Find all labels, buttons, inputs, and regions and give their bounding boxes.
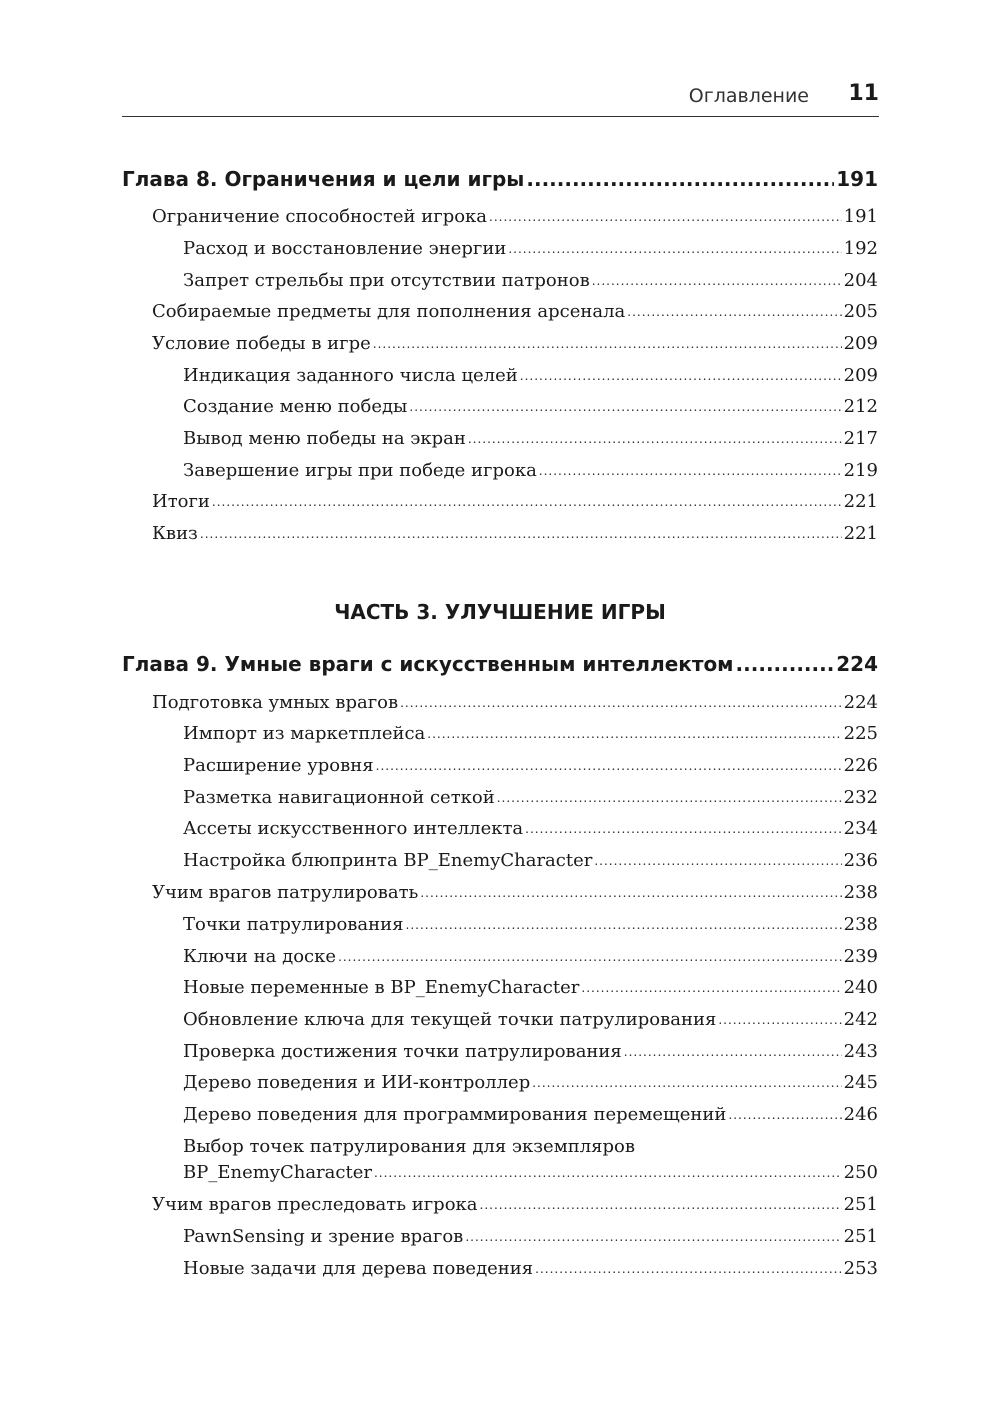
dot-leader: [539, 464, 842, 478]
entry-title: PawnSensing и зрение врагов: [183, 1226, 464, 1247]
entry-title: Ключи на доске: [183, 946, 337, 967]
part-heading: ЧАСТЬ 3. УЛУЧШЕНИЕ ИГРЫ: [334, 600, 666, 624]
entry-page: 225: [843, 723, 878, 744]
entry-page: 243: [843, 1041, 878, 1062]
entry-page: 238: [843, 914, 878, 935]
toc-entry: [152, 523, 878, 544]
entry-title-line2: BP_EnemyCharacter: [183, 1162, 372, 1183]
dot-leader: [525, 822, 841, 836]
dot-leader: [400, 696, 842, 710]
toc-entry: [152, 882, 878, 903]
entry-page: 191: [843, 206, 878, 227]
toc-entry: [152, 333, 878, 354]
dot-leader: [508, 242, 841, 256]
dot-leader: [594, 854, 841, 868]
dot-leader: [480, 1198, 842, 1212]
entry-page: 217: [843, 428, 878, 449]
entry-title-line1: Выбор точек патрулирования для экземпляров: [183, 1136, 635, 1157]
entry-title: Запрет стрельбы при отсутствии патронов: [183, 270, 590, 291]
toc-entry: [183, 1104, 878, 1125]
toc-entry: [152, 692, 878, 713]
toc-entry: [183, 850, 878, 871]
entry-page: 212: [843, 396, 878, 417]
entry-page: 236: [843, 850, 878, 871]
dot-leader: [406, 918, 842, 932]
toc-entry: [183, 787, 878, 808]
dot-leader: [409, 400, 841, 414]
chapter-8-heading: [122, 167, 878, 191]
toc-entry: [152, 491, 878, 512]
toc-entry: [152, 301, 878, 322]
toc-entry: [183, 238, 878, 259]
toc-entry: [183, 1009, 878, 1030]
dot-leader: [374, 1166, 842, 1180]
entry-page: 204: [843, 270, 878, 291]
dot-leader: [728, 1108, 841, 1122]
toc-entry: [183, 1041, 878, 1062]
dot-leader: [520, 369, 842, 383]
entry-title: Импорт из маркетплейса: [183, 723, 426, 744]
toc-entry: [183, 723, 878, 744]
toc-entry: [183, 914, 878, 935]
entry-title: Расширение уровня: [183, 755, 374, 776]
entry-page: 224: [843, 692, 878, 713]
entry-title: Подготовка умных врагов: [152, 692, 399, 713]
chapter-9-heading: [122, 652, 878, 676]
entry-title: Новые переменные в BP_EnemyCharacter: [183, 977, 580, 998]
page-number: 11: [848, 81, 879, 106]
entry-title: Собираемые предметы для пополнения арсенала: [152, 301, 626, 322]
toc-entry: [152, 206, 878, 227]
toc-entry: [183, 818, 878, 839]
entry-page: 226: [843, 755, 878, 776]
toc-entry: [183, 396, 878, 417]
entry-title: Проверка достижения точки патрулирования: [183, 1041, 622, 1062]
entry-page: 205: [843, 301, 878, 322]
dot-leader: [489, 210, 842, 224]
entry-page: 250: [843, 1162, 878, 1183]
toc-entry: [183, 1072, 878, 1093]
chapter-title: Глава 8. Ограничения и цели игры: [122, 167, 525, 191]
toc-entry: [183, 1226, 878, 1247]
entry-title: Новые задачи для дерева поведения: [183, 1258, 534, 1279]
toc-entry: [183, 460, 878, 481]
entry-page: 221: [843, 523, 878, 544]
dot-leader: [338, 950, 842, 964]
entry-page: 209: [843, 365, 878, 386]
chapter-page: 224: [836, 652, 878, 676]
dot-leader: [200, 527, 842, 541]
dot-leader: [592, 274, 842, 288]
dot-leader: [718, 1013, 841, 1027]
entry-page: 239: [843, 946, 878, 967]
entry-page: 242: [843, 1009, 878, 1030]
entry-title: Ассеты искусственного интеллекта: [183, 818, 524, 839]
dot-leader: [627, 305, 841, 319]
entry-page: 246: [843, 1104, 878, 1125]
entry-title: Дерево поведения и ИИ-контроллер: [183, 1072, 531, 1093]
dot-leader: [581, 981, 841, 995]
entry-title: Обновление ключа для текущей точки патрулирования: [183, 1009, 717, 1030]
entry-page: 234: [843, 818, 878, 839]
dot-leader: [373, 337, 842, 351]
entry-page: 232: [843, 787, 878, 808]
entry-page: 240: [843, 977, 878, 998]
entry-page: 251: [843, 1194, 878, 1215]
toc-entry: [183, 1258, 878, 1279]
dot-leader: [535, 1262, 841, 1276]
entry-page: 192: [843, 238, 878, 259]
entry-title: Настройка блюпринта BP_EnemyCharacter: [183, 850, 593, 871]
entry-title: Расход и восстановление энергии: [183, 238, 507, 259]
entry-title: Итоги: [152, 491, 210, 512]
chapter-page: 191: [836, 167, 878, 191]
toc-entry: [183, 755, 878, 776]
entry-title: Завершение игры при победе игрока: [183, 460, 537, 481]
toc-entry: [152, 1194, 878, 1215]
entry-title: Точки патрулирования: [183, 914, 404, 935]
dot-leader: [420, 886, 841, 900]
dot-leader: [497, 791, 842, 805]
entry-page: 221: [843, 491, 878, 512]
dot-leader: [532, 1076, 841, 1090]
dot-leader: [526, 167, 834, 191]
entry-title: Создание меню победы: [183, 396, 408, 417]
chapter-title: Глава 9. Умные враги с искусственным интеллектом: [122, 652, 734, 676]
toc-entry: [183, 365, 878, 386]
dot-leader: [212, 495, 842, 509]
entry-title: Индикация заданного числа целей: [183, 365, 518, 386]
toc-entry: [183, 1162, 878, 1183]
page-header: [122, 80, 879, 117]
entry-title: Учим врагов преследовать игрока: [152, 1194, 478, 1215]
entry-page: 209: [843, 333, 878, 354]
entry-title: Квиз: [152, 523, 198, 544]
dot-leader: [624, 1045, 842, 1059]
dot-leader: [465, 1230, 841, 1244]
toc-entry: [183, 977, 878, 998]
entry-title: Вывод меню победы на экран: [183, 428, 466, 449]
dot-leader: [427, 727, 841, 741]
entry-title: Ограничение способностей игрока: [152, 206, 488, 227]
dot-leader: [736, 652, 835, 676]
entry-title: Дерево поведения для программирования перемещений: [183, 1104, 727, 1125]
toc-entry: [183, 428, 878, 449]
entry-page: 219: [843, 460, 878, 481]
running-title: Оглавление: [688, 85, 809, 107]
entry-title: Условие победы в игре: [152, 333, 371, 354]
toc-entry: [183, 270, 878, 291]
entry-page: 251: [843, 1226, 878, 1247]
entry-page: 238: [843, 882, 878, 903]
entry-title: Учим врагов патрулировать: [152, 882, 419, 903]
entry-page: 245: [843, 1072, 878, 1093]
entry-page: 253: [843, 1258, 878, 1279]
entry-title: Разметка навигационной сеткой: [183, 787, 495, 808]
dot-leader: [376, 759, 842, 773]
dot-leader: [468, 432, 842, 446]
toc-entry: [183, 946, 878, 967]
